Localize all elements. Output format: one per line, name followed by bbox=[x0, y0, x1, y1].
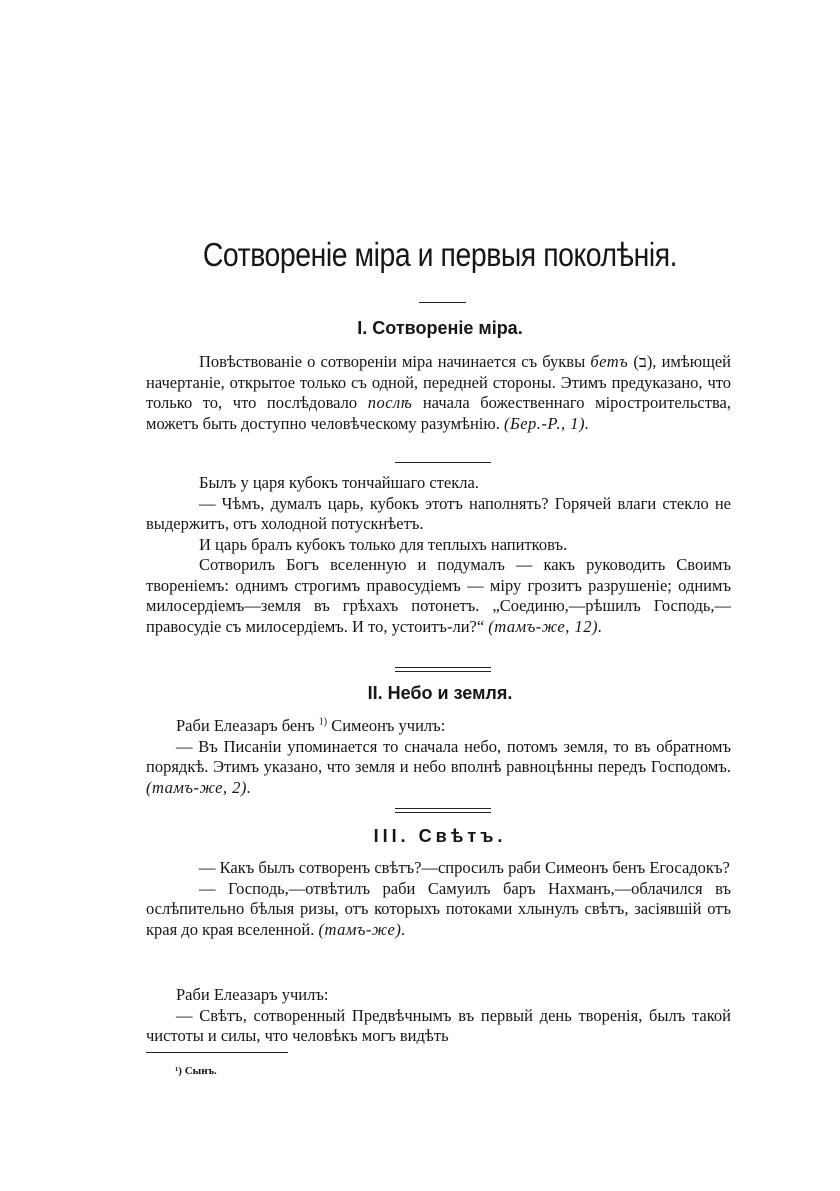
section-divider bbox=[395, 462, 491, 463]
footnote-divider bbox=[146, 1052, 288, 1053]
text-run: Сотворилъ Богъ вселенную и подумалъ — какъ руководить Своимъ твореніемъ: однимъ строгимъ правосудіемъ — міру грозитъ разрушеніе; однимъ милосердіемъ—земля въ грѣхахъ потонетъ. „Соединю,—рѣшилъ Господь,—правосудіе съ милосердіемъ. И то, устоитъ-ли?“ bbox=[146, 555, 731, 636]
section-3-heading: III. Свѣтъ. bbox=[373, 826, 507, 846]
text-run: — Господь,—отвѣтилъ раби Самуилъ баръ Нахманъ,—облачился въ ослѣпительно бѣлыя ризы, отъ которыхъ потоками хлынулъ свѣтъ, засіявшій отъ края до края вселенной. bbox=[146, 878, 731, 939]
citation: (тамъ-же). bbox=[318, 919, 406, 939]
section-divider-double bbox=[395, 808, 491, 813]
section-3-line-4: — Свѣтъ, сотворенный Предвѣчнымъ въ первый день творенія, былъ такой чистоты и силы, что человѣкъ могъ видѣть bbox=[146, 1005, 731, 1045]
section-2-line-2 bbox=[146, 737, 731, 799]
text-run: Повѣствованіе о сотвореніи міра начинается съ буквы bbox=[199, 352, 591, 371]
citation: (тамъ-же, 2). bbox=[146, 777, 252, 797]
section-1-heading: I. Сотвореніе міра. bbox=[357, 318, 523, 338]
citation: (тамъ-же, 12). bbox=[488, 616, 603, 636]
citation: (Бер.-Р., 1). bbox=[503, 413, 590, 433]
footnote: ¹) Сынъ. bbox=[175, 1065, 217, 1077]
parable-line-2: — Чѣмъ, думалъ царь, кубокъ этотъ наполнять? Горячей влаги стекло не выдержитъ, отъ холодной потускнѣетъ. bbox=[146, 493, 731, 533]
footnote-marker: 1) bbox=[318, 716, 328, 728]
section-divider-double bbox=[395, 667, 491, 672]
text-run: — Въ Писаніи упоминается то сначала небо, потомъ земля, то въ обратномъ порядкѣ. Этимъ указано, что земля и небо вполнѣ равноцѣнны передъ Господомъ. bbox=[146, 736, 731, 776]
page-title: Сотвореніе міра и первыя поколѣнія. bbox=[202, 236, 678, 273]
parable-line-1: Былъ у царя кубокъ тончайшаго стекла. bbox=[199, 473, 479, 492]
text-run: Раби Елеазаръ бенъ bbox=[176, 716, 319, 735]
title-divider bbox=[419, 302, 466, 303]
text-run: Симеонъ училъ: bbox=[327, 716, 446, 735]
emphasis-text: послѣ bbox=[367, 393, 413, 412]
section-2-line-1 bbox=[146, 716, 731, 737]
parable-line-3: И царь бралъ кубокъ только для теплыхъ напитковъ. bbox=[199, 534, 568, 554]
text-run: начала божественнаго міростроительства, можетъ быть доступно человѣческому разумѣнію. bbox=[146, 393, 731, 433]
section-2-heading: II. Небо и земля. bbox=[367, 683, 513, 703]
section-1-paragraph-1 bbox=[146, 352, 731, 434]
section-2-text bbox=[146, 716, 731, 798]
emphasis-text: бетъ bbox=[590, 352, 629, 371]
section-3-line-2 bbox=[146, 879, 731, 941]
section-3-line-3: Раби Елеазаръ училъ: bbox=[176, 985, 329, 1004]
section-3-line-1: — Какъ былъ сотворенъ свѣтъ?—спросилъ раби Симеонъ бенъ Егосадокъ? bbox=[199, 858, 730, 877]
section-3-text bbox=[146, 858, 731, 940]
parable-line-4 bbox=[146, 555, 731, 637]
text-run: (ב), имѣющей начертаніе, открытое только съ одной, передней стороны. Этимъ предуказано, что только то, что послѣдовало bbox=[146, 352, 731, 412]
section-3-continuation bbox=[146, 985, 731, 1047]
parable-block bbox=[146, 473, 731, 637]
